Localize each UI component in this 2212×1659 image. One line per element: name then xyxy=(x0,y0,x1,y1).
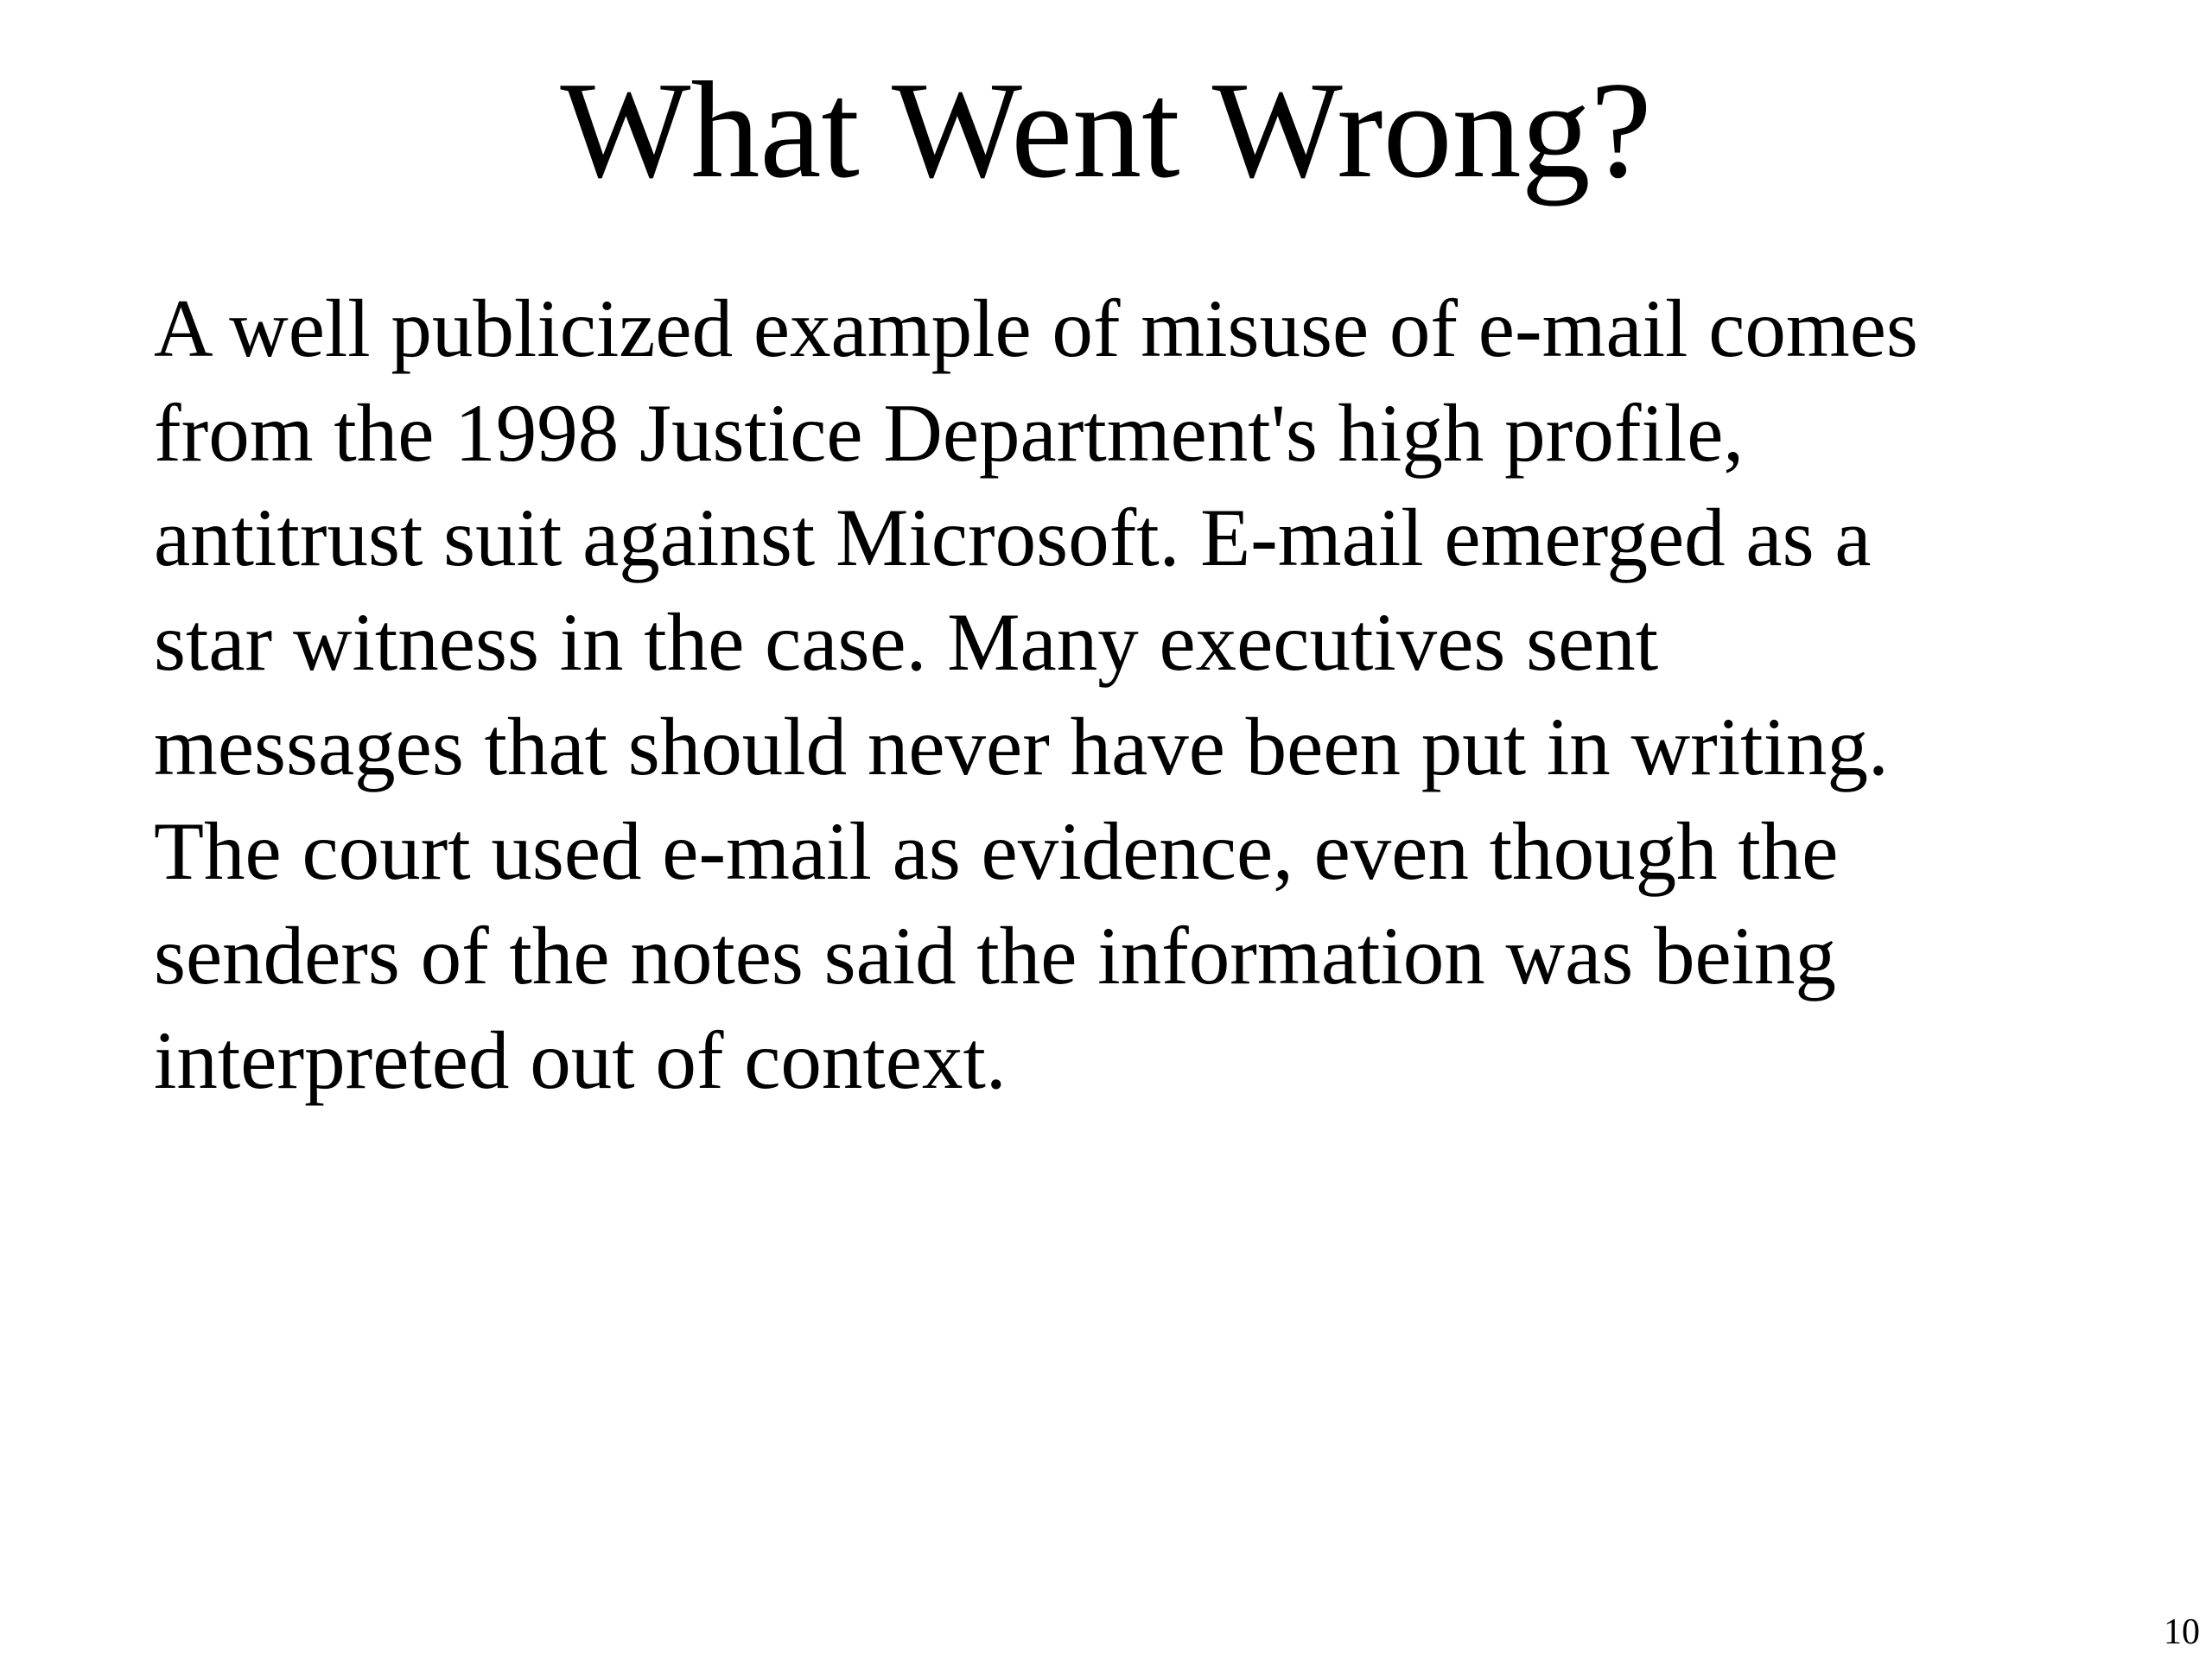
body-line: A well publicized example of misuse of e-mail comes xyxy=(154,283,1918,374)
body-line: The court used e-mail as evidence, even though the xyxy=(154,805,1839,897)
body-line: senders of the notes said the information was being xyxy=(154,910,1837,1001)
body-line: antitrust suit against Microsoft. E-mail emerged as a xyxy=(154,492,1872,583)
body-line: interpreted out of context. xyxy=(154,1014,1007,1106)
body-line: from the 1998 Justice Department's high profile, xyxy=(154,387,1745,479)
body-line: star witness in the case. Many executives sent xyxy=(154,596,1659,688)
body-line: messages that should never have been put in writing. xyxy=(154,701,1889,792)
slide-title: What Went Wrong? xyxy=(560,53,1652,207)
slide-body-text xyxy=(154,276,1918,1113)
page-number: 10 xyxy=(2164,1612,2200,1652)
